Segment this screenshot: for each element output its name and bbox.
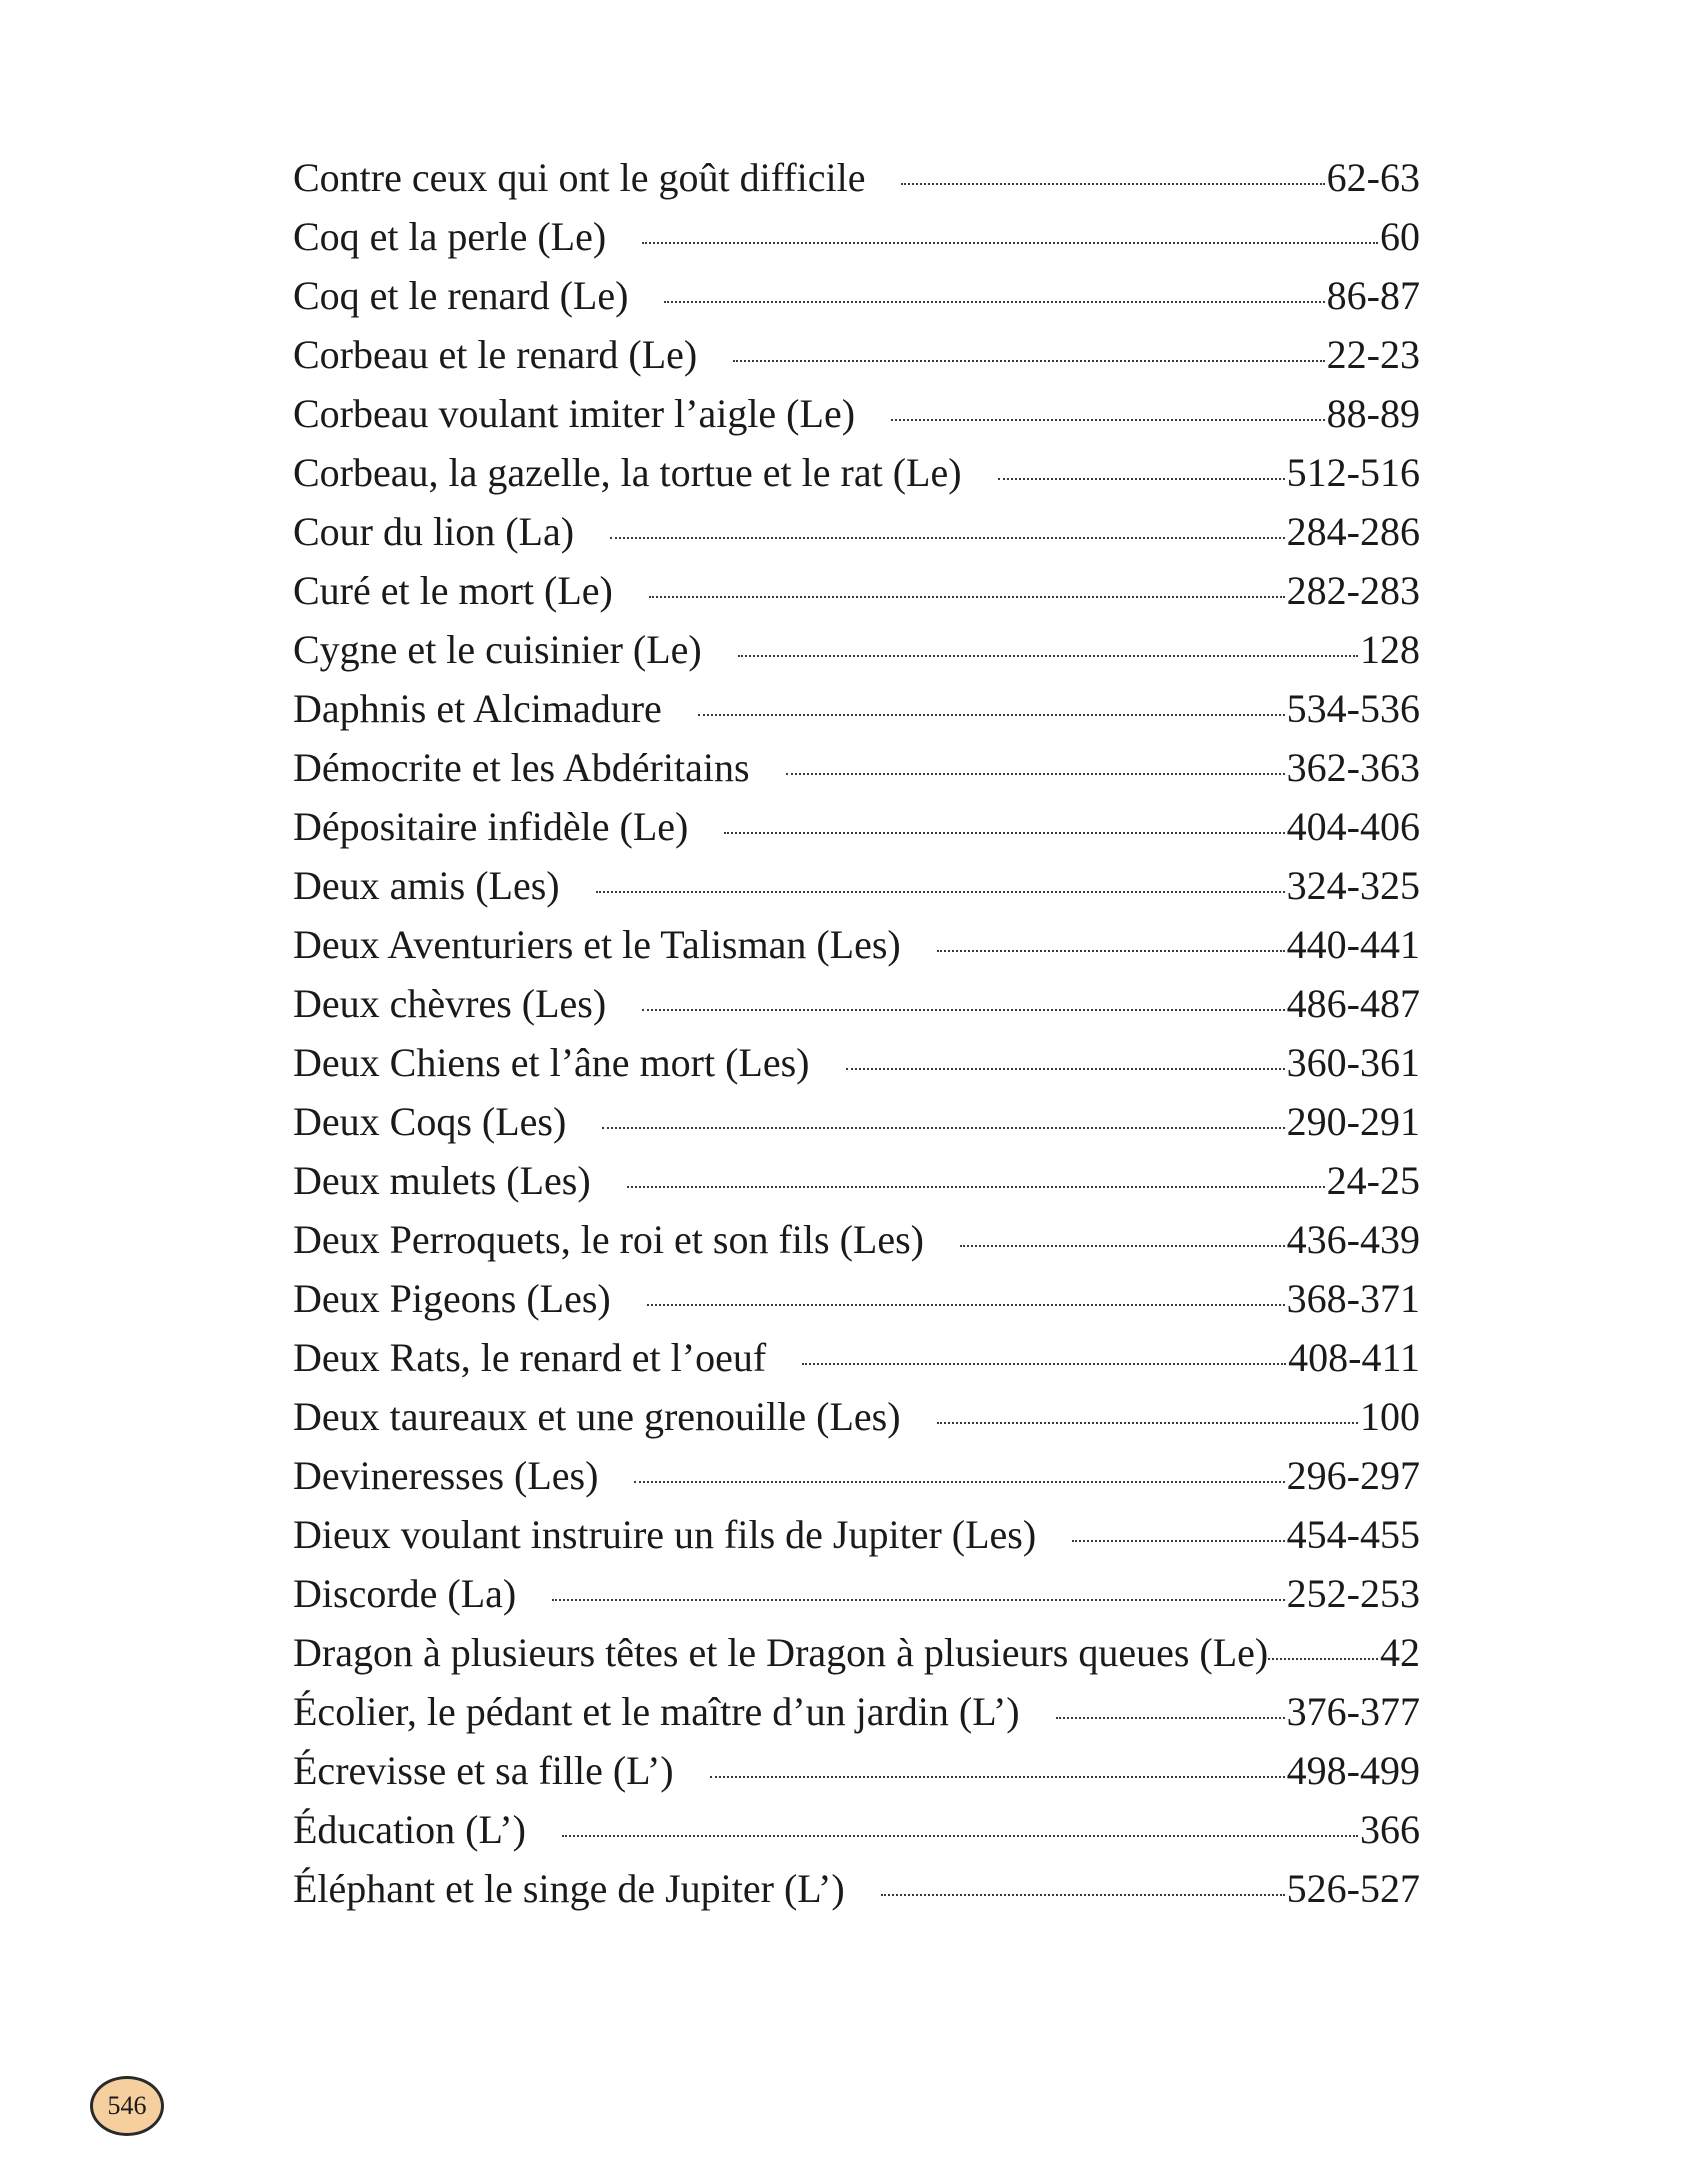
entry-title: Éducation (L’) [293,1807,526,1852]
entry-pages: 86-87 [1326,273,1420,318]
dot-leader [891,419,1325,421]
index-entry [293,1387,1420,1446]
entry-title: Cygne et le cuisinier (Le) [293,627,702,672]
entry-title: Deux Chiens et l’âne mort (Les) [293,1040,810,1085]
dot-leader [960,1245,1285,1247]
entry-title: Contre ceux qui ont le goût difficile [293,155,866,200]
dot-leader [627,1186,1325,1188]
index-entry [293,1446,1420,1505]
entry-pages: 324-325 [1286,863,1420,908]
index-entry [293,266,1420,325]
entry-title: Dieux voulant instruire un fils de Jupiter (Les) [293,1512,1037,1557]
entry-title: Corbeau voulant imiter l’aigle (Le) [293,391,856,436]
entry-title: Deux taureaux et une grenouille (Les) [293,1394,901,1439]
entry-pages: 486-487 [1286,981,1420,1026]
entry-pages: 60 [1380,214,1420,259]
dot-leader [802,1363,1286,1365]
entry-pages: 366 [1360,1807,1420,1852]
index-entry [293,1210,1420,1269]
entry-pages: 42 [1380,1630,1420,1675]
entry-pages: 252-253 [1286,1571,1420,1616]
entry-title: Cour du lion (La) [293,509,575,554]
entry-pages: 404-406 [1286,804,1420,849]
entry-title: Dragon à plusieurs têtes et le Dragon à plusieurs queues (Le) [293,1630,1269,1675]
entry-title: Deux Rats, le renard et l’oeuf [293,1335,767,1380]
index-entry [293,1741,1420,1800]
entry-pages: 534-536 [1286,686,1420,731]
index-entry [293,502,1420,561]
dot-leader [724,832,1284,834]
dot-leader [602,1127,1284,1129]
entry-pages: 62-63 [1326,155,1420,200]
dot-leader [733,360,1324,362]
entry-title: Curé et le mort (Le) [293,568,613,613]
dot-leader [562,1835,1358,1837]
index-entry [293,797,1420,856]
dot-leader [552,1599,1284,1601]
index-entry [293,1092,1420,1151]
entry-title: Deux Pigeons (Les) [293,1276,611,1321]
dot-leader [937,1422,1358,1424]
index-entry [293,1033,1420,1092]
index-entry [293,915,1420,974]
index-entry [293,325,1420,384]
dot-leader [1056,1717,1285,1719]
entry-pages: 284-286 [1286,509,1420,554]
dot-leader [1072,1540,1285,1542]
index-entry [293,1328,1420,1387]
index-entry [293,974,1420,1033]
entry-pages: 512-516 [1286,450,1420,495]
page-number: 546 [107,2091,147,2120]
entry-title: Dépositaire infidèle (Le) [293,804,689,849]
dot-leader [786,773,1285,775]
dot-leader [596,891,1285,893]
entry-pages: 296-297 [1286,1453,1420,1498]
entry-pages: 362-363 [1286,745,1420,790]
entry-pages: 282-283 [1286,568,1420,613]
entry-title: Discorde (La) [293,1571,517,1616]
dot-leader [901,183,1324,185]
entry-title: Daphnis et Alcimadure [293,686,662,731]
index-entry [293,679,1420,738]
index-entry [293,1505,1420,1564]
entry-pages: 440-441 [1286,922,1420,967]
dot-leader [647,1304,1285,1306]
entry-pages: 128 [1360,627,1420,672]
index-entry [293,148,1420,207]
entry-title: Deux Aventuriers et le Talisman (Les) [293,922,901,967]
dot-leader [881,1894,1285,1896]
dot-leader [698,714,1285,716]
entry-pages: 24-25 [1326,1158,1420,1203]
entry-title: Deux Coqs (Les) [293,1099,567,1144]
index-entry [293,856,1420,915]
entry-pages: 454-455 [1286,1512,1420,1557]
entry-title: Écrevisse et sa fille (L’) [293,1748,674,1793]
page-number-badge [90,2076,164,2136]
entry-title: Deux Perroquets, le roi et son fils (Les) [293,1217,924,1262]
entry-pages: 290-291 [1286,1099,1420,1144]
index-entry [293,443,1420,502]
entry-title: Deux chèvres (Les) [293,981,607,1026]
index-entry [293,1859,1420,1918]
index-entry [293,1682,1420,1741]
entry-pages: 88-89 [1326,391,1420,436]
index-entry [293,620,1420,679]
entry-title: Coq et le renard (Le) [293,273,629,318]
entry-pages: 100 [1360,1394,1420,1439]
entry-pages: 360-361 [1286,1040,1420,1085]
entry-title: Deux mulets (Les) [293,1158,591,1203]
index-entry [293,1151,1420,1210]
entry-title: Corbeau et le renard (Le) [293,332,698,377]
index-entry [293,207,1420,266]
dot-leader [610,537,1285,539]
index-entry [293,1269,1420,1328]
entry-pages: 368-371 [1286,1276,1420,1321]
dot-leader [998,478,1285,480]
index-entry [293,738,1420,797]
index-entry [293,561,1420,620]
entry-title: Devineresses (Les) [293,1453,599,1498]
entry-pages: 22-23 [1326,332,1420,377]
entry-title: Démocrite et les Abdéritains [293,745,750,790]
index-entry [293,1800,1420,1859]
dot-leader [937,950,1285,952]
entry-title: Éléphant et le singe de Jupiter (L’) [293,1866,845,1911]
index-entry [293,1623,1420,1682]
index-entry [293,384,1420,443]
dot-leader [738,655,1358,657]
dot-leader [642,1009,1284,1011]
index-entry [293,1564,1420,1623]
entry-pages: 408-411 [1288,1335,1420,1380]
entry-pages: 498-499 [1286,1748,1420,1793]
index-list [293,148,1420,1918]
entry-title: Deux amis (Les) [293,863,560,908]
dot-leader [642,242,1378,244]
entry-title: Coq et la perle (Le) [293,214,607,259]
entry-pages: 376-377 [1286,1689,1420,1734]
entry-title: Écolier, le pédant et le maître d’un jardin (L’) [293,1689,1020,1734]
entry-pages: 436-439 [1286,1217,1420,1262]
dot-leader [649,596,1285,598]
entry-pages: 526-527 [1286,1866,1420,1911]
dot-leader [846,1068,1285,1070]
dot-leader [710,1776,1285,1778]
dot-leader [1268,1658,1378,1660]
entry-title: Corbeau, la gazelle, la tortue et le rat (Le) [293,450,962,495]
dot-leader [664,301,1324,303]
dot-leader [634,1481,1284,1483]
